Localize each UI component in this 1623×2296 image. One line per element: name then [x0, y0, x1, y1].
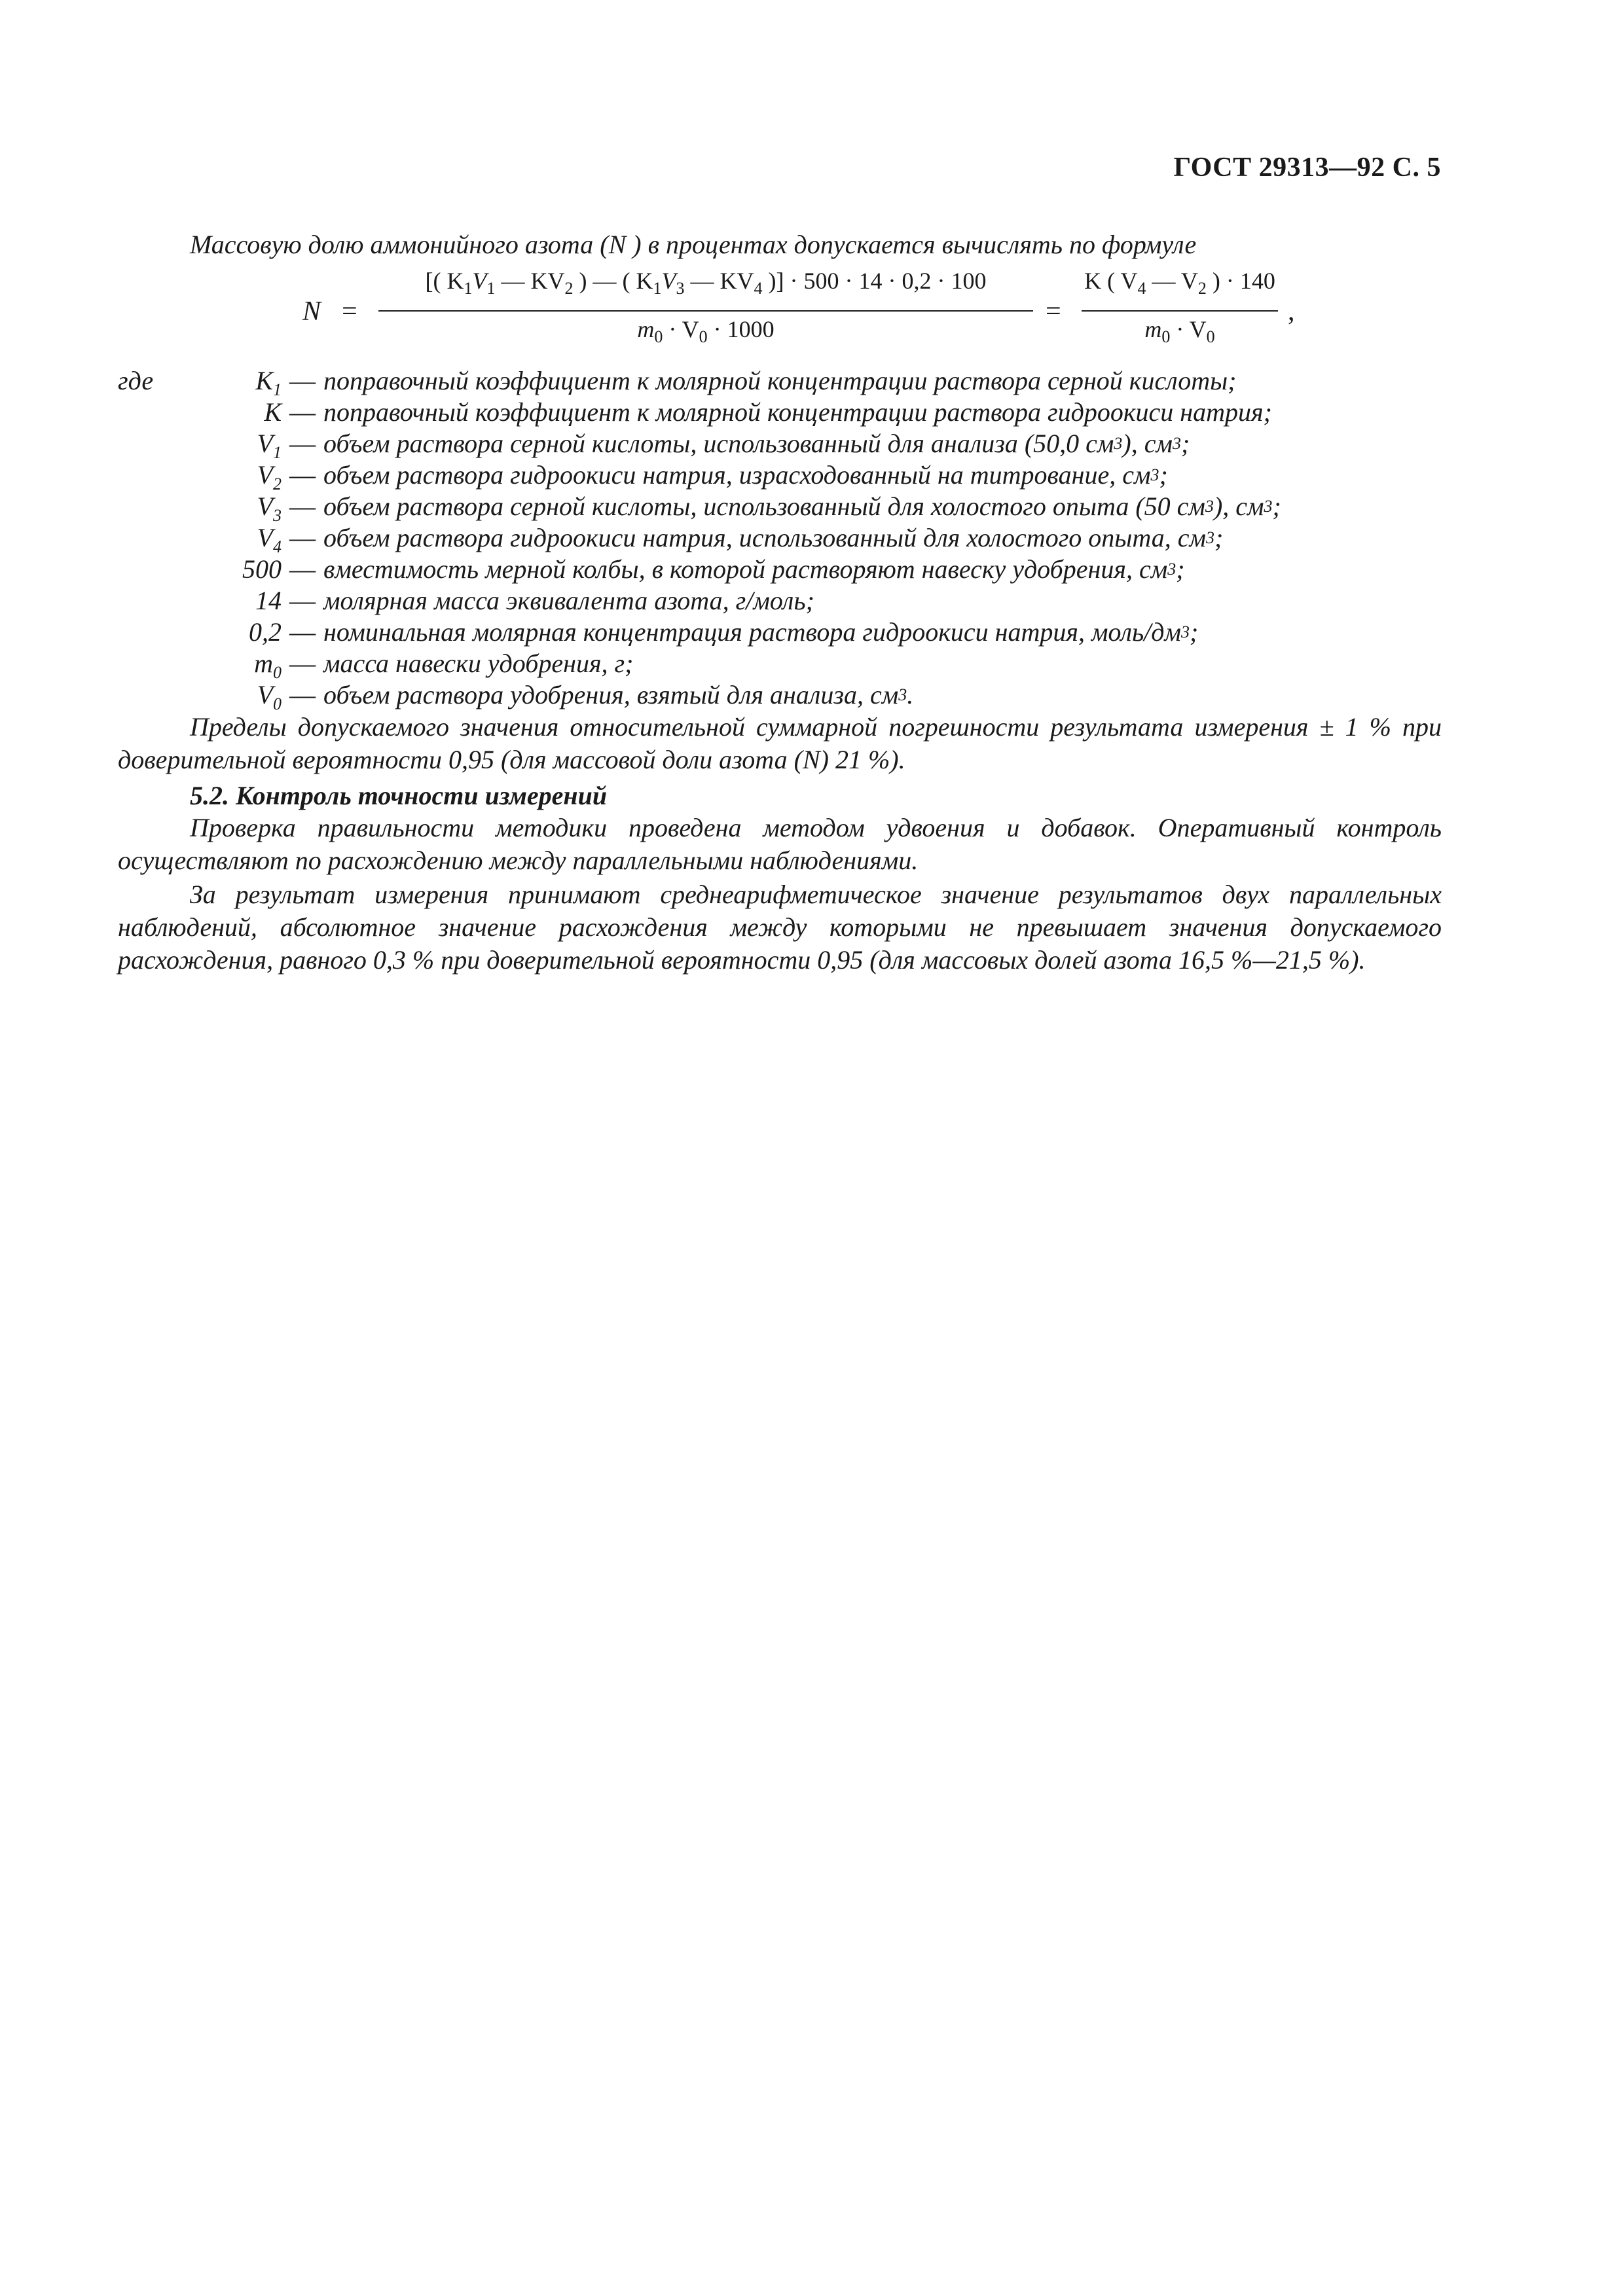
fraction-2-bar [1082, 310, 1278, 312]
formula-equals-2: = [1046, 296, 1061, 327]
fraction-1-bar [378, 310, 1033, 312]
formula-lhs: N [302, 296, 321, 327]
formula-equals-1: = [342, 296, 357, 327]
section-title: 5.2. Контроль точности измерений [190, 781, 608, 810]
legend-row: 14 — молярная масса эквивалента азота, г/моль; [255, 586, 814, 615]
legend-row: K — поправочный коэффициент к молярной концентрации раствора гидроокиси натрия; [264, 397, 1272, 427]
variable-legend [118, 365, 1281, 711]
legend-row: $V_3$ — объем раствора серной кислоты, использованный для холостого опыта (50 см 3 ), см 3 ; [257, 492, 1281, 525]
fraction-1-denominator: $m_0 \cdot V_0 \cdot 1000$ [637, 316, 775, 347]
formula-intro: Массовую долю аммонийного азота (N ) в процентах допускается вычислять по формуле [190, 230, 1197, 259]
page-header: ГОСТ 29313—92 С. 5 [1173, 152, 1441, 183]
paragraph-result: За результат измерения принимают среднеарифметическое значение результатов двух параллельных наблюдений, абсолютное значение расхождения между которыми не превышает значения допускаемого расхождения, равного 0,3 % при доверительной вероятности 0,95 (для массовых долей азота 16,5 %—21,5 %). [118, 880, 1442, 975]
legend-row: $V_2$ — объем раствора гидроокиси натрия, израсходованный на титрование, см 3 ; [257, 460, 1168, 493]
legend-row: $V_4$ — объем раствора гидроокиси натрия, использованный для холостого опыта, см 3 ; [257, 523, 1224, 556]
legend-row: 0,2 — номинальная молярная концентрация раствора гидроокиси натрия, моль/дм 3 ; [249, 617, 1199, 647]
legend-row: 500 — вместимость мерной колбы, в которой растворяют навеску удобрения, см 3 ; [242, 554, 1185, 584]
legend-row: $V_1$ — объем раствора серной кислоты, использованный для анализа (50,0 см 3 ), см 3 ; [257, 429, 1190, 462]
formula [302, 267, 1295, 365]
paragraph-error-limits: Пределы допускаемого значения относительной суммарной погрешности результата измерения ± 1 % при доверительной вероятности 0,95 (для массовой доли азота (N) 21 %). [118, 712, 1442, 774]
legend-row: $m_0$ — масса навески удобрения, г; [254, 649, 634, 682]
fraction-1-numerator: [( $K_1V_1$ — $KV_2$ ) — ( $K_1V_3$ — $KV_4$ )] · 500 · 14 · 0,2 · 100 [425, 268, 987, 298]
fraction-2-denominator: $m_0 \cdot V_0$ [1144, 316, 1215, 347]
paragraph-method-check: Проверка правильности методики проведена методом удвоения и добавок. Оперативный контроль осуществляют по расхождению между параллельными наблюдениями. [118, 813, 1442, 875]
formula-comma: , [1288, 296, 1295, 327]
fraction-2-numerator: K ( $V_4$ — $V_2$ ) · 140 [1084, 268, 1275, 298]
legend-row: $V_0$ — объем раствора удобрения, взятый для анализа, см 3 . [257, 680, 914, 713]
legend-row: где $K_1$ — поправочный коэффициент к молярной концентрации раствора серной кислоты; [118, 366, 1237, 399]
